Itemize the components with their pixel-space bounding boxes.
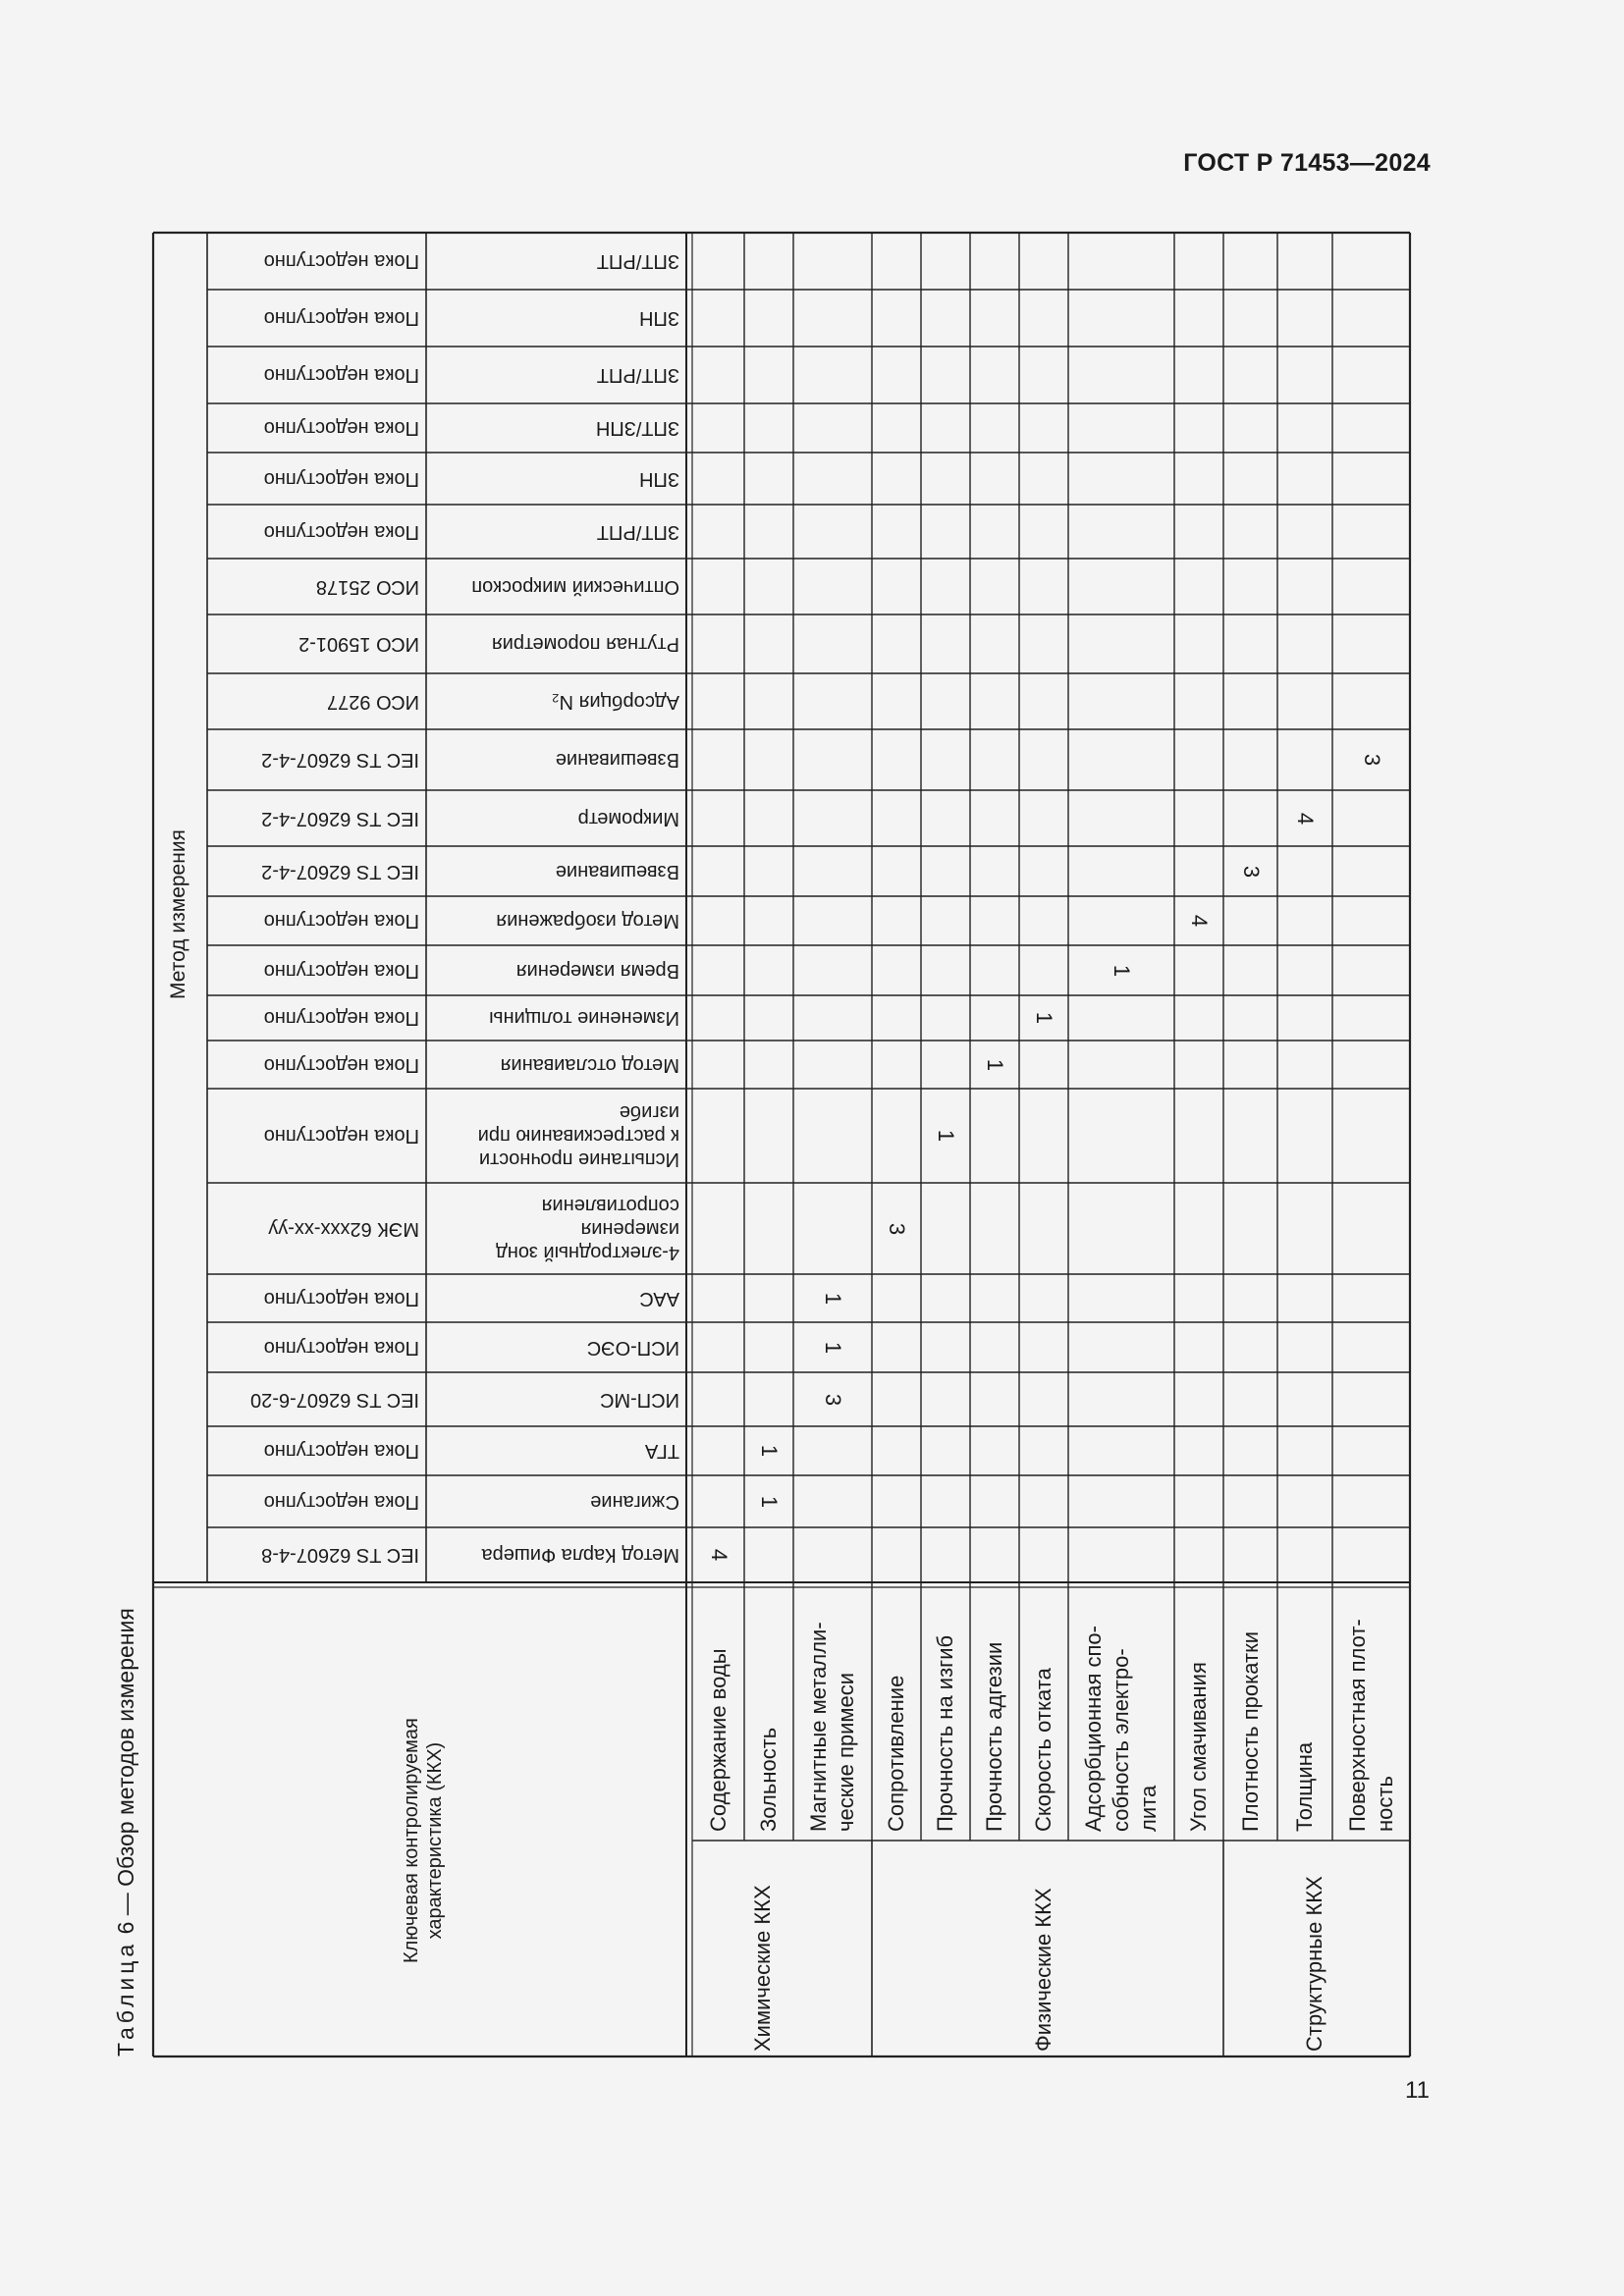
method-name-line: Изменение толщины [489,1007,679,1029]
characteristic-label-line: Скорость отката [1031,1668,1056,1832]
document-id: ГОСТ Р 71453—2024 [1183,149,1431,177]
characteristic-label-line: Адсорбционная спо- [1081,1626,1106,1832]
method-standard: ИСО 15901-2 [298,633,419,655]
method-name [433,1388,679,1412]
characteristic-label [1185,1662,1213,1832]
characteristic-label-line: ческие примеси [834,1672,858,1832]
characteristic-label-line: Поверхностная плот- [1344,1619,1370,1832]
characteristic-label [883,1676,910,1832]
characteristic-label [981,1642,1008,1832]
method-name [433,1006,679,1030]
method-standard: Пока недоступно [263,910,419,932]
method-name [433,1100,679,1171]
method-standard: Пока недоступно [263,467,419,490]
characteristic-label [932,1635,959,1832]
method-name [433,690,679,714]
method-name-line: ЗПТ/РПТ [596,364,679,386]
method-name-line: изгибе [619,1101,679,1123]
method-name-line: ТГА [644,1440,679,1462]
kkx-header-line: Ключевая контролируемая [401,1718,422,1963]
characteristic-label-line: лита [1136,1785,1161,1832]
matrix-value: 3 [1359,753,1384,767]
matrix-value: 4 [1293,812,1318,825]
method-standard: МЭК 62xxx-xx-yy [268,1217,419,1240]
characteristic-label [755,1728,783,1832]
characteristic-label-line: Магнитные металли- [806,1622,831,1832]
characteristic-label-line: Прочность адгезии [982,1641,1006,1832]
method-name-line: к растрескиванию при [477,1125,679,1147]
method-name-line: Сжигание [590,1490,679,1513]
method-standard: Пока недоступно [263,1007,419,1029]
method-name-line: ЗПТ/ЗПН [595,417,679,439]
method-standard: IEC TS 62607-4-8 [261,1544,419,1566]
method-name-line: Оптический микроскоп [471,575,679,598]
characteristic-label-line: Зольность [756,1727,781,1832]
matrix-value: 1 [934,1129,958,1143]
caption-dash: — [113,1893,138,1916]
method-name-line: ЗПН [639,467,679,490]
matrix-value: 3 [821,1393,845,1406]
method-name-line: измерения [580,1217,679,1240]
characteristic-label [1030,1668,1057,1832]
method-name [433,807,679,830]
characteristic-label-line: Угол смачивания [1186,1662,1211,1832]
method-standard: IEC TS 62607-6-20 [250,1388,419,1411]
method-standard: Пока недоступно [263,250,419,272]
characteristic-label-line: Толщина [1292,1741,1317,1832]
method-standard: Пока недоступно [263,417,419,439]
method-standard: Пока недоступно [263,307,419,329]
method-standard: Пока недоступно [263,1053,419,1076]
method-name [433,1336,679,1360]
method-name [433,249,679,273]
method-name [433,1439,679,1463]
method-name [433,575,679,599]
method-standard: Пока недоступно [263,1125,419,1147]
matrix-value: 1 [757,1495,782,1508]
characteristic-label [1291,1742,1319,1832]
method-header: Метод измерения [167,829,189,999]
caption-prefix: Таблица [113,1940,138,2056]
method-name [433,363,679,387]
method-name-line: Метод изображения [496,910,679,932]
matrix-value: 1 [821,1341,845,1354]
characteristic-label [705,1648,732,1832]
matrix-value: 1 [1032,1011,1056,1025]
method-name-line: ААС [639,1287,679,1309]
page-number: 11 [1405,2077,1430,2104]
matrix-value: 1 [821,1292,845,1305]
group-label: Химические ККХ [750,1885,775,2052]
method-name [433,1543,679,1567]
method-name-line: Адсорбция N₂ [551,690,679,713]
method-name-line: Ртутная порометрия [491,633,679,655]
method-name [433,467,679,491]
method-standard: Пока недоступно [263,1287,419,1309]
characteristic-label-line: Содержание воды [705,1648,731,1832]
matrix-value: 3 [1238,865,1264,878]
caption-text: Обзор методов измерения [113,1608,138,1887]
method-standard: Пока недоступно [263,520,419,543]
method-name-line: ИСП-МС [600,1388,679,1411]
characteristic-label [1344,1619,1399,1832]
characteristic-label-line: собность электро- [1109,1648,1133,1832]
method-standard: IEC TS 62607-4-2 [261,807,419,829]
kkx-header [400,1718,447,1963]
method-standard: Пока недоступно [263,1336,419,1359]
method-name [433,909,679,933]
method-standard: IEC TS 62607-4-2 [261,749,419,771]
characteristic-label-line: ность [1372,1776,1397,1832]
method-name [433,1490,679,1514]
matrix-value: 4 [1187,914,1212,928]
method-name [433,748,679,772]
method-standard: Пока недоступно [263,364,419,386]
method-standard: Пока недоступно [263,1440,419,1462]
method-name-line: Микрометр [577,807,679,829]
method-name-line: ИСП-ОЭС [586,1336,679,1359]
group-label: Структурные ККХ [1302,1876,1326,2052]
method-standard: IEC TS 62607-4-2 [261,860,419,882]
method-standard: Пока недоступно [263,959,419,982]
caption-number: 6 [113,1921,138,1935]
method-name-line: Метод отслаивания [500,1053,679,1076]
method-standard: ИСО 25178 [315,575,419,598]
method-name [433,1287,679,1310]
matrix-value: 4 [706,1548,731,1562]
method-standard: ИСО 9277 [327,690,419,713]
characteristic-label-line: Сопротивление [884,1675,908,1832]
method-name [433,1194,679,1264]
method-name-line: ЗПН [639,307,679,329]
characteristic-label [1080,1626,1163,1832]
table-caption [113,1608,139,2056]
method-name-line: Взвешивание [555,860,679,882]
method-standard: Пока недоступно [263,1490,419,1513]
characteristic-label [805,1622,860,1832]
method-name-line: ЗПТ/РПТ [596,250,679,272]
matrix-value: 3 [885,1222,909,1235]
method-name [433,860,679,883]
method-name-line: 4-электродный зонд [496,1241,679,1263]
method-name-line: Испытание прочности [478,1148,679,1170]
method-name [433,959,679,983]
method-name [433,1053,679,1077]
method-name-line: Метод Карла Фишера [481,1544,679,1566]
method-name [433,416,679,440]
characteristic-label-line: Плотность прокатки [1237,1631,1263,1832]
method-name-line: сопротивления [541,1194,679,1216]
kkx-header-line: характеристика (ККХ) [424,1741,446,1940]
method-name [433,632,679,656]
method-name [433,520,679,544]
characteristic-label-line: Прочность на изгиб [933,1634,957,1832]
matrix-value: 1 [757,1444,782,1458]
method-name-line: Взвешивание [555,749,679,771]
method-name-line: ЗПТ/РПТ [596,520,679,543]
matrix-value: 1 [1110,964,1134,977]
group-label: Физические ККХ [1031,1888,1056,2052]
method-name-line: Время измерения [515,959,679,982]
characteristic-label [1237,1631,1265,1832]
method-name [433,306,679,330]
matrix-value: 1 [983,1058,1007,1071]
